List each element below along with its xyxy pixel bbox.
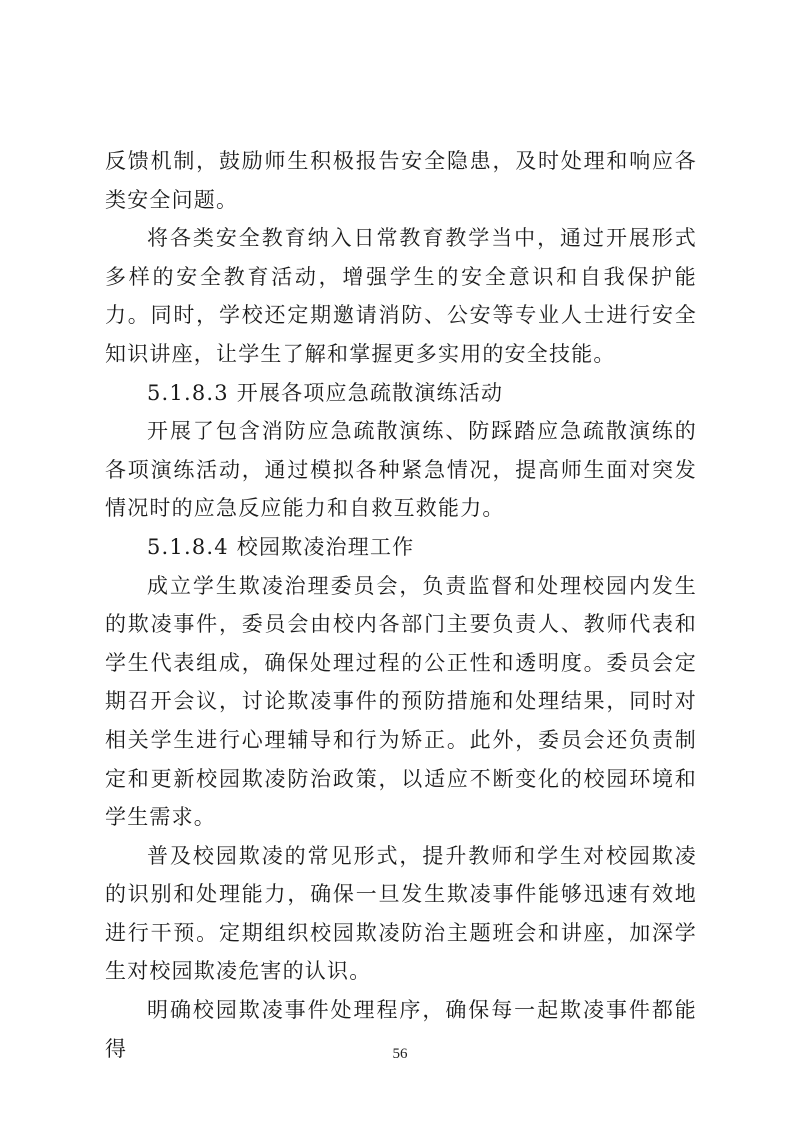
paragraph-safety-education: 将各类安全教育纳入日常教育教学当中，通过开展形式多样的安全教育活动，增强学生的安全意识和自我保护能力。同时，学校还定期邀请消防、公安等专业人士进行安全知识讲座，让学生了解和掌握更多实用的安全技能。 [105, 226, 697, 366]
paragraph-bullying-committee: 成立学生欺凌治理委员会，负责监督和处理校园内发生的欺凌事件，委员会由校内各部门主要负责人、教师代表和学生代表组成，确保处理过程的公正性和透明度。委员会定期召开会议，讨论欺凌事件的预防措施和处理结果，同时对相关学生进行心理辅导和行为矫正。此外，委员会还负责制定和更新校园欺凌防治政策，以适应不断变化的校园环境和学生需求。 [105, 573, 697, 830]
paragraph-bullying-awareness: 普及校园欺凌的常见形式，提升教师和学生对校园欺凌的识别和处理能力，确保一旦发生欺凌事件能够迅速有效地进行干预。定期组织校园欺凌防治主题班会和讲座，加深学生对校园欺凌危害的认识。 [105, 843, 697, 984]
page-body [105, 142, 697, 1068]
paragraph-bullying-procedure: 明确校园欺凌事件处理程序，确保每一起欺凌事件都能得 [105, 998, 697, 1061]
section-heading-evacuation-drills: 5.1.8.3 开展各项应急疏散演练活动 [147, 380, 504, 405]
page-number: 56 [392, 1046, 408, 1062]
paragraph-evacuation-drills: 开展了包含消防应急疏散演练、防踩踏应急疏散演练的各项演练活动，通过模拟各种紧急情况，提高师生面对突发情况时的应急反应能力和自救互救能力。 [105, 419, 697, 521]
section-heading-bullying-governance: 5.1.8.4 校园欺凌治理工作 [147, 534, 415, 559]
paragraph-safety-feedback: 反馈机制，鼓励师生积极报告安全隐患，及时处理和响应各类安全问题。 [105, 149, 697, 212]
